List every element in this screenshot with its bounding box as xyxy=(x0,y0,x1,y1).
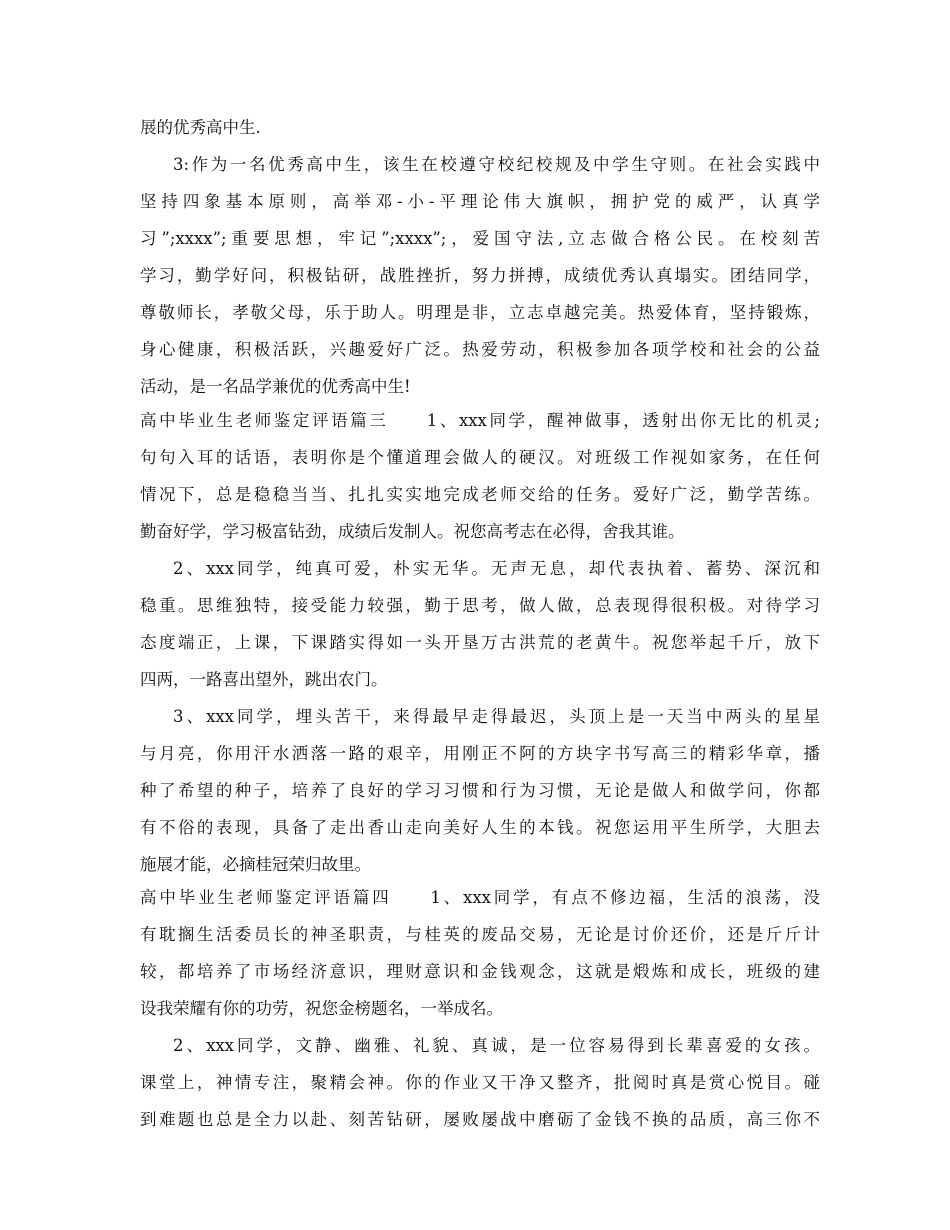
text-line: 2、xxx同学，纯真可爱，朴实无华。无声无息，却代表执着、蓄势、深沉和 xyxy=(173,559,820,578)
text-line: 设我荣耀有你的功劳，祝您金榜题名，一举成名。 xyxy=(140,999,503,1018)
text-line: 活动，是一名品学兼优的优秀高中生! xyxy=(140,377,411,396)
text-line: 课堂上，神情专注，聚精会神。你的作业又干净又整齐，批阅时真是赏心悦目。碰 xyxy=(140,1073,820,1092)
section-heading-line: 高中毕业生老师鉴定评语篇四 1、xxx同学，有点不修边福，生活的浪荡，没 xyxy=(140,888,820,907)
text-line: 学习，勤学好问，积极钻研，战胜挫折，努力拼搏，成绩优秀认真塌实。团结同学， xyxy=(140,266,820,285)
text-line: 有不俗的表现，具备了走出香山走向美好人生的本钱。祝您运用平生所学，大胆去 xyxy=(140,818,820,837)
text-line: 尊敬师长，孝敬父母，乐于助人。明理是非，立志卓越完美。热爱体育，坚持锻炼， xyxy=(140,303,820,322)
text-line: 句句入耳的话语，表明你是个懂道理会做人的硬汉。对班级工作视如家务，在任何 xyxy=(140,448,820,467)
text-line: 施展才能，必摘桂冠荣归故里。 xyxy=(140,855,371,874)
text-line: 与月亮，你用汗水洒落一路的艰辛，用刚正不阿的方块字书写高三的精彩华章，播 xyxy=(140,744,820,763)
text-line: 有耽搁生活委员长的神圣职责，与桂英的废品交易，无论是讨价还价，还是斤斤计 xyxy=(140,925,820,944)
text-line: 坚持四象基本原则，高举邓-小-平理论伟大旗帜，拥护党的威严，认真学 xyxy=(140,192,820,211)
text-line: 四两，一路喜出望外，跳出农门。 xyxy=(140,670,388,689)
text-line: 态度端正，上课，下课踏实得如一头开垦万古洪荒的老黄牛。祝您举起千斤，放下 xyxy=(140,633,820,652)
text-line: 2、xxx同学，文静、幽雅、礼貌、真诚，是一位容易得到长辈喜爱的女孩。 xyxy=(173,1036,820,1055)
text-line: 情况下，总是稳稳当当、扎扎实实地完成老师交给的任务。爱好广泛，勤学苦练。 xyxy=(140,485,820,504)
text-line: 种了希望的种子，培养了良好的学习习惯和行为习惯，无论是做人和做学问，你都 xyxy=(140,781,820,800)
text-line: 3、xxx同学，埋头苦干，来得最早走得最迟，头顶上是一天当中两头的星星 xyxy=(173,707,820,726)
text-line: 3:作为一名优秀高中生，该生在校遵守校纪校规及中学生守则。在社会实践中 xyxy=(173,155,820,174)
text-line: 展的优秀高中生. xyxy=(140,118,261,137)
text-line: 习”;xxxx”;重要思想，牢记”;xxxx”;，爱国守法,立志做合格公民。在校刻苦 xyxy=(140,229,820,248)
text-line: 较，都培养了市场经济意识，理财意识和金钱观念，这就是煅炼和成长，班级的建 xyxy=(140,962,820,981)
text-line: 勤奋好学，学习极富钻劲，成绩后发制人。祝您高考志在必得，舍我其谁。 xyxy=(140,522,685,541)
text-line: 稳重。思维独特，接受能力较强，勤于思考，做人做，总表现得很积极。对待学习 xyxy=(140,596,820,615)
section-heading-line: 高中毕业生老师鉴定评语篇三 1、xxx同学，醒神做事，透射出你无比的机灵; xyxy=(140,411,820,430)
text-line: 到难题也总是全力以赴、刻苦钻研，屡败屡战中磨砺了金钱不换的品质，高三你不 xyxy=(140,1110,820,1129)
text-line: 身心健康，积极活跃，兴趣爱好广泛。热爱劳动，积极参加各项学校和社会的公益 xyxy=(140,340,820,359)
